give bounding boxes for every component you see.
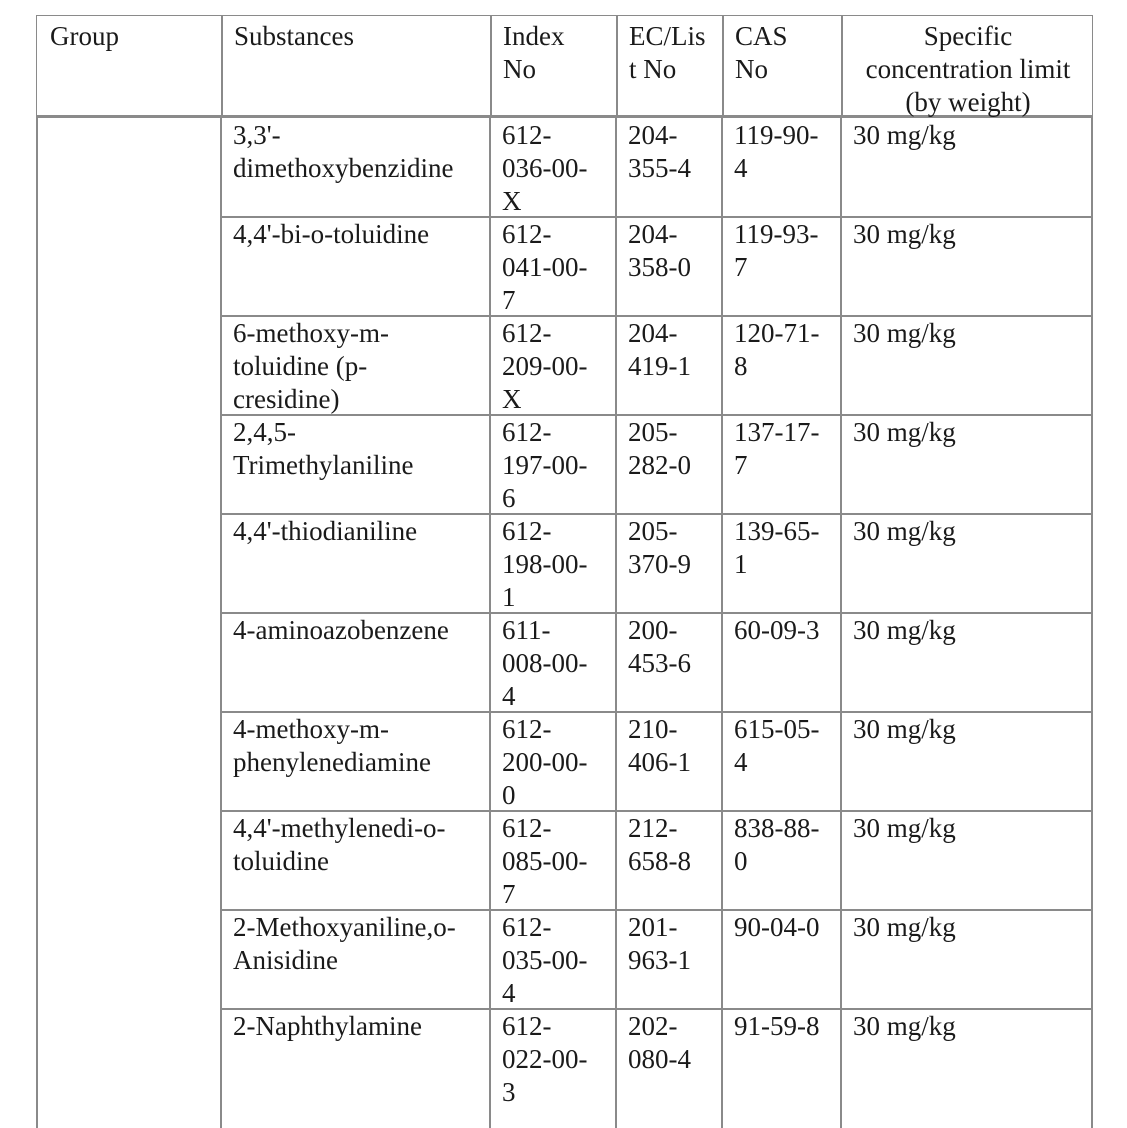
cell-index-no: 611- 008-00- 4	[502, 615, 588, 711]
table-row	[36, 613, 1093, 712]
cell-index-no: 612- 085-00- 7	[502, 813, 588, 909]
cell-concentration-limit: 30 mg/kg	[853, 318, 956, 348]
cell-substance: 4,4'-methylenedi-o- toluidine	[233, 813, 446, 876]
table-row	[36, 217, 1093, 316]
cell-substance: 6-methoxy-m- toluidine (p- cresidine)	[233, 318, 389, 414]
cell-ec-list-no: 205- 370-9	[628, 516, 691, 579]
cell-concentration-limit: 30 mg/kg	[853, 912, 956, 942]
cell-cas-no: 91-59-8	[734, 1011, 820, 1041]
cell-cas-no: 120-71- 8	[734, 318, 820, 381]
table-row	[36, 118, 1093, 217]
cell-ec-list-no: 202- 080-4	[628, 1011, 691, 1074]
table-row	[36, 415, 1093, 514]
cell-ec-list-no: 204- 358-0	[628, 219, 691, 282]
table-row	[36, 811, 1093, 910]
header-group: Group	[50, 21, 119, 51]
cell-ec-list-no: 205- 282-0	[628, 417, 691, 480]
cell-ec-list-no: 200- 453-6	[628, 615, 691, 678]
cell-ec-list-no: 210- 406-1	[628, 714, 691, 777]
cell-substance: 4-aminoazobenzene	[233, 615, 449, 645]
table-row	[36, 910, 1093, 1009]
header-concentration-limit: Specific concentration limit (by weight)	[865, 21, 1071, 117]
cell-substance: 2-Methoxyaniline,o- Anisidine	[233, 912, 456, 975]
cell-cas-no: 139-65- 1	[734, 516, 820, 579]
substances-table	[36, 15, 1093, 1128]
cell-ec-list-no: 212- 658-8	[628, 813, 691, 876]
cell-index-no: 612- 198-00- 1	[502, 516, 588, 612]
cell-concentration-limit: 30 mg/kg	[853, 714, 956, 744]
table-row	[36, 316, 1093, 415]
cell-substance: 3,3'- dimethoxybenzidine	[233, 120, 454, 183]
cell-cas-no: 90-04-0	[734, 912, 820, 942]
cell-index-no: 612- 200-00- 0	[502, 714, 588, 810]
cell-ec-list-no: 201- 963-1	[628, 912, 691, 975]
table-row	[36, 1009, 1093, 1108]
cell-concentration-limit: 30 mg/kg	[853, 219, 956, 249]
cell-concentration-limit: 30 mg/kg	[853, 516, 956, 546]
cell-cas-no: 838-88- 0	[734, 813, 820, 876]
table-row	[36, 514, 1093, 613]
cell-cas-no: 137-17- 7	[734, 417, 820, 480]
cell-cas-no: 119-90- 4	[734, 120, 819, 183]
cell-index-no: 612- 197-00- 6	[502, 417, 588, 513]
cell-substance: 4,4'-thiodianiline	[233, 516, 418, 546]
cell-cas-no: 615-05- 4	[734, 714, 820, 777]
cell-ec-list-no: 204- 355-4	[628, 120, 691, 183]
cell-concentration-limit: 30 mg/kg	[853, 417, 956, 447]
cell-index-no: 612- 209-00- X	[502, 318, 588, 414]
cell-concentration-limit: 30 mg/kg	[853, 813, 956, 843]
cell-index-no: 612- 022-00- 3	[502, 1011, 588, 1107]
cell-ec-list-no: 204- 419-1	[628, 318, 691, 381]
cell-substance: 2,4,5- Trimethylaniline	[233, 417, 414, 480]
cell-index-no: 612- 041-00- 7	[502, 219, 588, 315]
cell-concentration-limit: 30 mg/kg	[853, 615, 956, 645]
cell-index-no: 612- 036-00- X	[502, 120, 588, 216]
cell-substance: 4-methoxy-m- phenylenediamine	[233, 714, 431, 777]
cell-concentration-limit: 30 mg/kg	[853, 1011, 956, 1041]
header-ec-list-no: EC/Lis t No	[629, 21, 706, 84]
cell-index-no: 612- 035-00- 4	[502, 912, 588, 1008]
cell-cas-no: 60-09-3	[734, 615, 820, 645]
header-index-no: Index No	[503, 21, 565, 84]
table-row	[36, 712, 1093, 811]
header-cas-no: CAS No	[735, 21, 788, 84]
cell-substance: 2-Naphthylamine	[233, 1011, 422, 1041]
cell-concentration-limit: 30 mg/kg	[853, 120, 956, 150]
table-body	[36, 118, 1093, 1128]
header-substances: Substances	[234, 21, 354, 51]
cell-cas-no: 119-93- 7	[734, 219, 819, 282]
table-header	[36, 15, 1093, 118]
cell-substance: 4,4'-bi-o-toluidine	[233, 219, 430, 249]
